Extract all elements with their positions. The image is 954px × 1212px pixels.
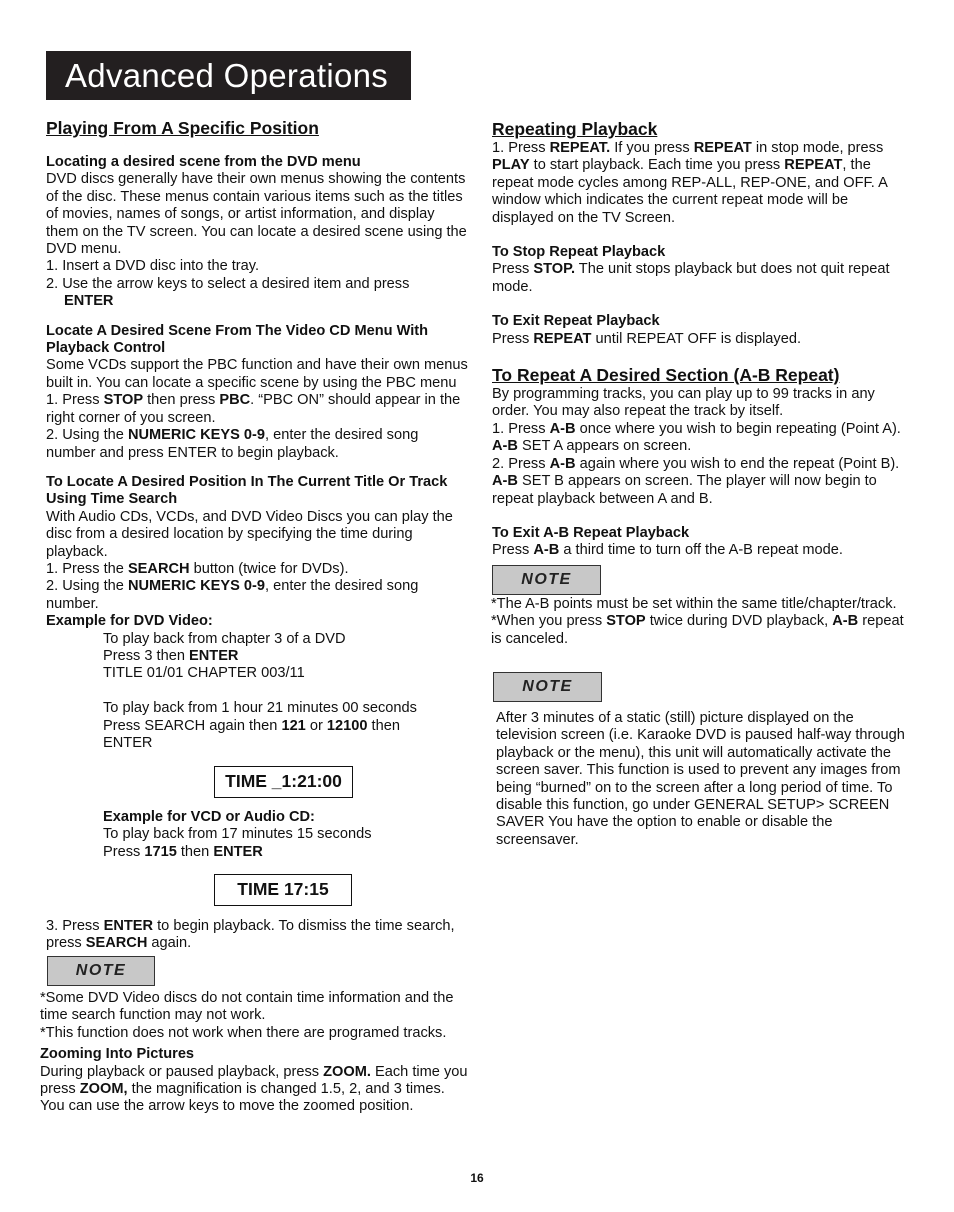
example-line: To play back from chapter 3 of a DVD (103, 630, 346, 647)
list-item: 1. Press STOP then press PBC. “PBC ON” should appear in the right corner of you screen. (46, 392, 461, 426)
example-line: To play back from 1 hour 21 minutes 00 seconds (103, 700, 417, 717)
paragraph: Press REPEAT until REPEAT OFF is displayed. (492, 330, 802, 347)
subheading: To Exit A-B Repeat Playback (492, 524, 690, 541)
right-column (492, 118, 912, 560)
note-label: NOTE (47, 956, 155, 986)
subheading: To Exit Repeat Playback (492, 313, 660, 330)
note-label: NOTE (492, 565, 601, 595)
note-line: *The A-B points must be set within the same title/chapter/track. (491, 596, 897, 612)
example-line: Press 3 then ENTER (103, 647, 239, 664)
paragraph: Press A-B a third time to turn off the A-B repeat mode. (492, 542, 843, 559)
page-number: 16 (470, 1171, 484, 1185)
note-line: *When you press STOP twice during DVD playback, A-B repeat is canceled. (491, 613, 904, 647)
list-item: 2. Press A-B again where you wish to end the repeat (Point B). A-B SET B appears on screen. The player will now begin to repeat playback between A and B. (492, 455, 900, 507)
note-text (491, 596, 911, 648)
subheading: Zooming Into Pictures (40, 1046, 195, 1063)
paragraph: With Audio CDs, VCDs, and DVD Video Discs you can play the disc from a desired location by specifying the time during playback. (46, 508, 453, 560)
paragraph: Some VCDs support the PBC function and have their own menus built in. You can locate a specific scene by using the PBC menu (46, 357, 468, 391)
time-display-box: TIME _1:21:00 (214, 766, 353, 798)
note-text (496, 710, 910, 849)
paragraph: Press STOP. The unit stops playback but does not quit repeat mode. (492, 261, 890, 295)
note-line: *This function does not work when there are programed tracks. (40, 1024, 447, 1041)
list-item: 2. Using the NUMERIC KEYS 0-9, enter the desired song number. (46, 578, 419, 612)
subheading: Example for VCD or Audio CD: (103, 809, 315, 825)
example-line: To play back from 17 minutes 15 seconds (103, 826, 372, 843)
subheading: Example for DVD Video: (46, 613, 213, 630)
page-banner: Advanced Operations (46, 51, 411, 100)
list-item: 1. Press REPEAT. If you press REPEAT in stop mode, press PLAY to start playback. Each time you press REPEAT, the repeat mode cycles among REP-ALL, REP-ONE, and OFF. A window which indicates the current repeat mode will be displayed on the TV Screen. (492, 140, 888, 226)
paragraph: By programming tracks, you can play up to 99 tracks in any order. You may also repeat the track by itself. (492, 386, 875, 420)
example-line: Press SEARCH again then 121 or 12100 then (103, 717, 400, 734)
list-item: 1. Press A-B once where you wish to begin repeating (Point A). A-B SET A appears on screen. (492, 420, 901, 455)
list-item: 3. Press ENTER to begin playback. To dismiss the time search, press SEARCH again. (46, 918, 455, 952)
time-display-box: TIME 17:15 (214, 874, 352, 906)
example-line: TITLE 01/01 CHAPTER 003/11 (103, 665, 305, 682)
paragraph: After 3 minutes of a static (still) picture displayed on the television screen (i.e. Karaoke DVD is paused half-way through playback or the menu), this unit will automatically activate the screen saver. This function is used to prevent any images from being “burned” on to the screen after a long period of time. To disable this function, go under GENERAL SETUP> SCREEN SAVER You have the option to enable or disable the screensaver. (496, 710, 905, 848)
list-item: 2. Using the NUMERIC KEYS 0-9, enter the desired song number and press ENTER to begin playback. (46, 427, 419, 461)
note-label: NOTE (493, 672, 602, 702)
list-item: 2. Use the arrow keys to select a desired item and press ENTER (46, 275, 410, 310)
paragraph: DVD discs generally have their own menus showing the contents of the disc. These menus contain various items such as the titles of movies, names of songs, or artist information, and display them on the TV screen. You can locate a desired scene using the DVD menu. (46, 171, 467, 258)
paragraph: During playback or paused playback, press ZOOM. Each time you press ZOOM, the magnification is changed 1.5, 2, and 3 times. You can use the arrow keys to move the zoomed position. (40, 1063, 468, 1115)
note-line: *Some DVD Video discs do not contain time information and the time search function may not work. (40, 990, 454, 1024)
subheading: To Stop Repeat Playback (492, 244, 666, 261)
section-heading: Playing From A Specific Position (46, 118, 319, 138)
example-dvd (46, 631, 471, 753)
list-item: 1. Press the SEARCH button (twice for DVDs). (46, 560, 349, 577)
example-vcd (103, 809, 473, 861)
section-heading: Repeating Playback (492, 119, 658, 139)
subheading: To Locate A Desired Position In The Current Title Or Track Using Time Search (46, 473, 448, 508)
subheading: Locate A Desired Scene From The Video CD Menu With Playback Control (46, 322, 429, 357)
list-item: 1. Insert a DVD disc into the tray. (46, 258, 260, 275)
subheading: Locating a desired scene from the DVD menu (46, 154, 361, 170)
note-text (40, 990, 472, 1116)
example-line: Press 1715 then ENTER (103, 843, 263, 860)
section-heading: To Repeat A Desired Section (A-B Repeat) (492, 365, 840, 386)
example-line: ENTER (103, 734, 153, 751)
left-column (46, 117, 471, 752)
